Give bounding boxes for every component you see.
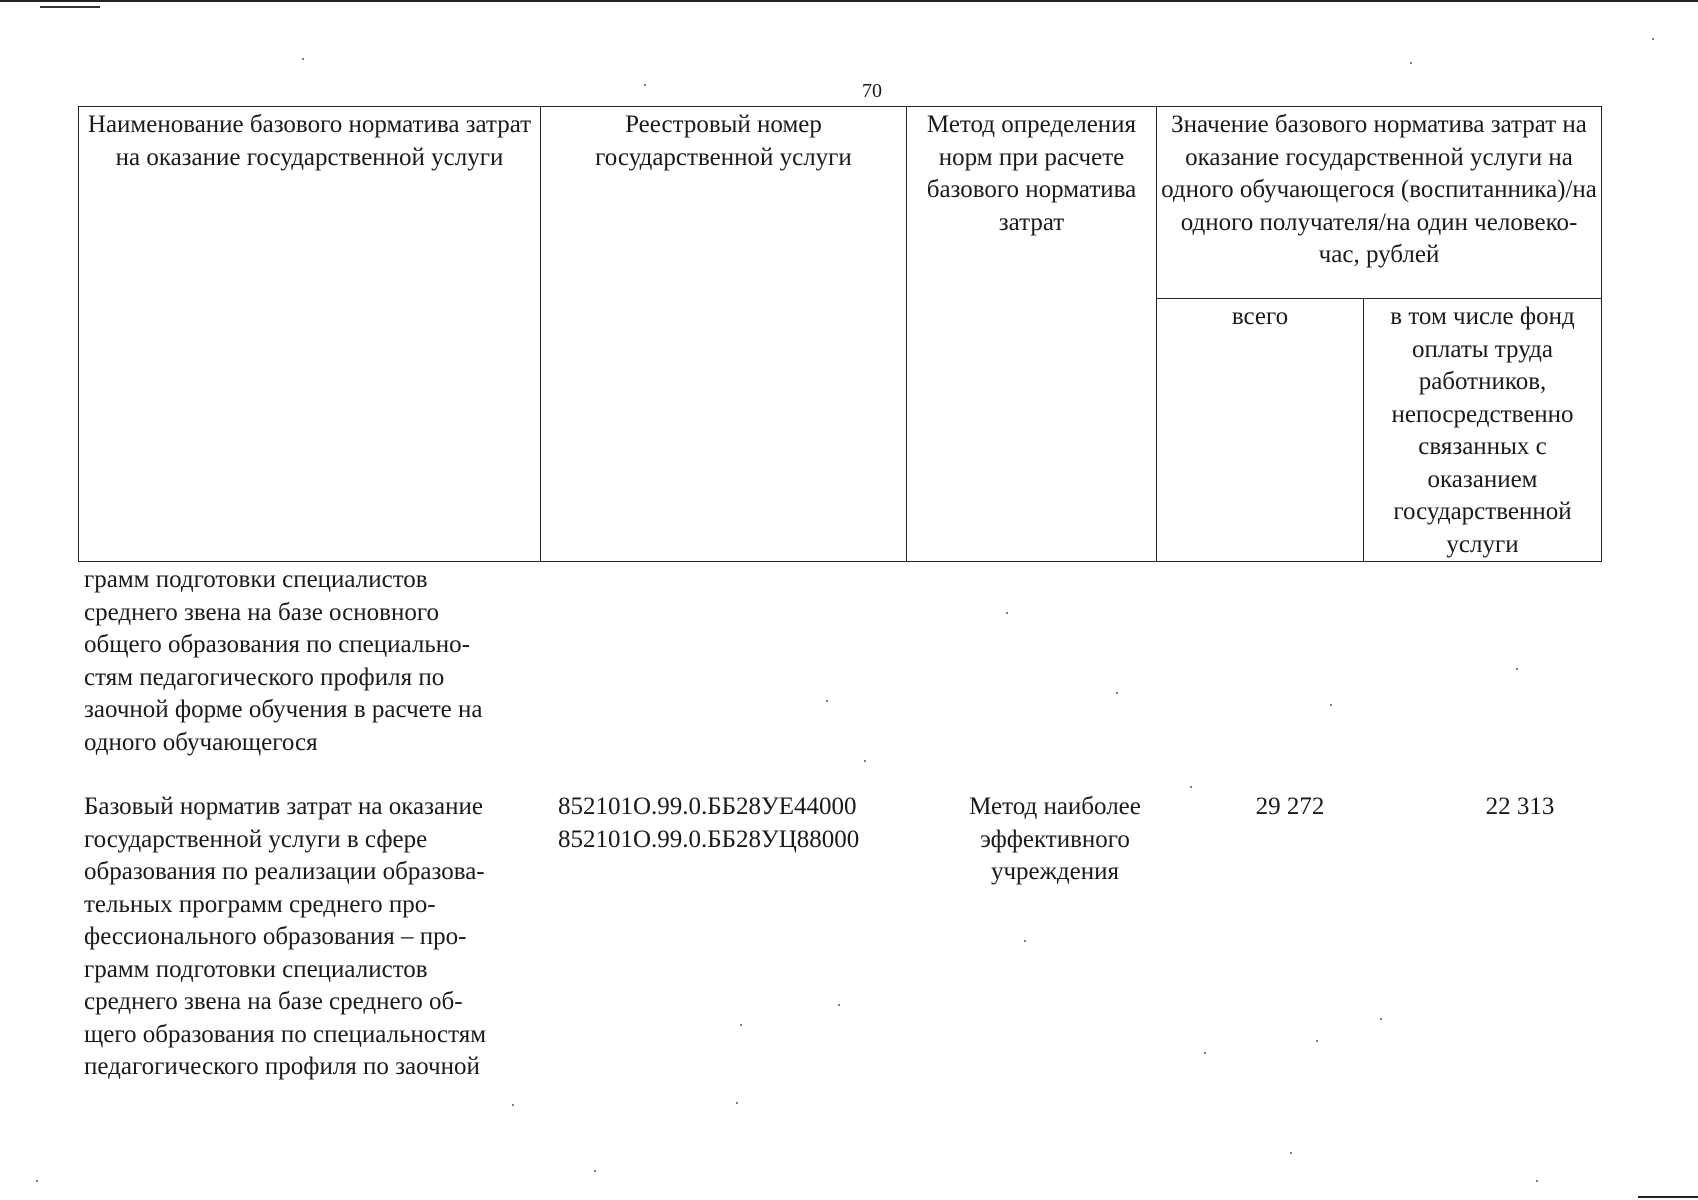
text-line: общего образования по специально- — [84, 631, 470, 658]
text-line: Базовый норматив затрат на оказание — [84, 793, 483, 820]
text-line: стям педагогического профиля по — [84, 663, 445, 691]
text-line: Метод наиболее — [969, 793, 1141, 820]
header-cell-total: всего — [1157, 299, 1364, 562]
scan-speck — [1330, 704, 1332, 706]
scan-mark — [40, 6, 100, 8]
scan-speck — [1290, 1152, 1292, 1154]
header-cell-name: Наименование базового норматива затрат на оказание государственной услуги — [79, 107, 541, 562]
text-line: грамм подготовки специалистов — [84, 955, 428, 983]
scan-speck — [644, 84, 646, 86]
scan-speck — [1116, 692, 1118, 694]
scan-speck — [302, 58, 304, 60]
scan-speck — [1006, 612, 1008, 614]
scan-speck — [826, 700, 828, 702]
row-payroll-cell: 22 313 — [1485, 793, 1555, 820]
page-number: 70 — [862, 80, 882, 102]
registry-code: 852101О.99.0.ББ28УЦ88000 — [558, 825, 860, 853]
scan-speck — [1024, 940, 1026, 942]
text-line: государственной услуги в сфере — [84, 825, 428, 853]
row-method-cell — [930, 791, 1180, 889]
text-line: учреждения — [990, 858, 1119, 885]
row-registry-cell — [558, 791, 918, 856]
scan-mark — [1638, 1196, 1698, 1198]
header-cell-registry: Реестровый номер государственной услуги — [541, 107, 907, 562]
scan-speck — [1516, 668, 1518, 670]
scan-speck — [1536, 1180, 1538, 1182]
scan-speck — [512, 1104, 514, 1106]
text-line: среднего звена на базе среднего об- — [84, 988, 463, 1015]
header-table — [78, 106, 1602, 562]
text-line: фессионального образования – про- — [84, 923, 467, 950]
scan-speck — [1652, 38, 1654, 40]
scan-speck — [594, 1170, 596, 1172]
scan-speck — [1204, 1052, 1206, 1054]
text-line: грамм подготовки специалистов — [84, 566, 428, 593]
text-line: тельных программ среднего про- — [84, 890, 436, 918]
scan-speck — [1380, 1018, 1382, 1020]
scan-border-line — [0, 0, 1698, 2]
header-cell-method: Метод определения норм при расчете базового норматива затрат — [907, 107, 1157, 562]
row-name-cell — [84, 791, 543, 1084]
header-cell-value-group: Значение базового норматива затрат на оказание государственной услуги на одного обучающегося (воспитанника)/на одного получателя/на один человеко-час, рублей — [1157, 107, 1602, 299]
row-total-cell: 29 272 — [1255, 793, 1325, 820]
text-line: заочной форме обучения в расчете на — [84, 696, 483, 723]
scan-speck — [1410, 62, 1412, 64]
text-line: одного обучающегося — [84, 728, 318, 756]
scan-speck — [36, 1180, 38, 1182]
text-line: образования по реализации образова- — [84, 858, 485, 885]
scan-speck — [1316, 1040, 1318, 1042]
scan-speck — [838, 1004, 840, 1006]
scan-speck — [736, 1102, 738, 1104]
scan-speck — [864, 760, 866, 762]
registry-code: 852101О.99.0.ББ28УЕ44000 — [558, 793, 857, 820]
text-line: среднего звена на базе основного — [84, 598, 439, 626]
header-cell-payroll: в том числе фонд оплаты труда работников, непосредственно связанных с оказанием государственной услуги — [1364, 299, 1602, 562]
scan-speck — [1190, 786, 1192, 788]
text-line: педагогического профиля по заочной — [84, 1053, 480, 1080]
text-line: эффективного — [980, 825, 1130, 853]
continuation-name-cell — [84, 564, 543, 759]
scan-speck — [740, 1024, 742, 1026]
text-line: щего образования по специальностям — [84, 1020, 487, 1048]
